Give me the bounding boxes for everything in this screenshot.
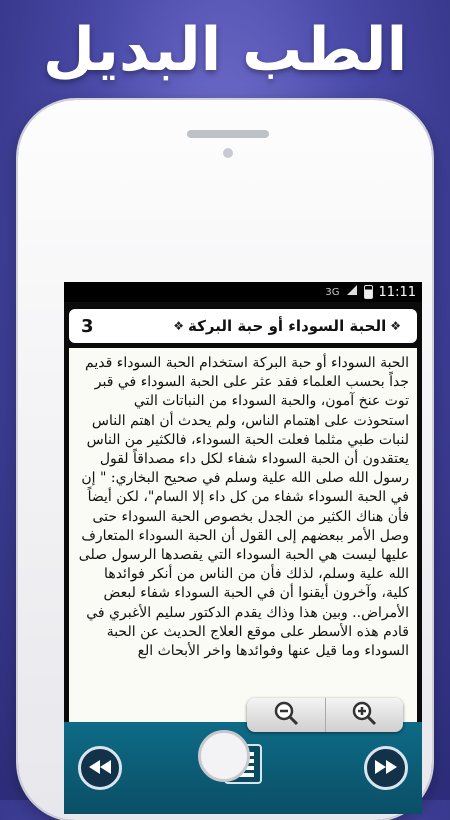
status-bar <box>64 282 422 302</box>
article-title-bar <box>69 309 417 343</box>
article-title: الحبة السوداء أو حبة البركة <box>188 317 387 335</box>
zoom-out-button[interactable] <box>247 698 325 732</box>
magnifier-plus-icon <box>351 700 377 730</box>
previous-button[interactable] <box>78 746 122 790</box>
article-title-group <box>169 317 405 335</box>
phone-frame <box>18 100 432 820</box>
fast-forward-icon <box>375 758 397 779</box>
next-button[interactable] <box>364 746 408 790</box>
signal-icon <box>346 284 358 300</box>
zoom-in-button[interactable] <box>325 698 404 732</box>
home-button[interactable] <box>198 730 250 782</box>
app-headline: الطب البديل <box>42 15 408 85</box>
rewind-icon <box>89 758 111 779</box>
battery-icon <box>364 285 373 299</box>
magnifier-minus-icon <box>273 700 299 730</box>
diamond-icon: ❖ <box>173 319 185 333</box>
article-content[interactable] <box>69 348 417 722</box>
zoom-controls <box>247 698 403 732</box>
diamond-icon: ❖ <box>390 319 401 333</box>
phone-camera <box>223 148 233 158</box>
status-time: 11:11 <box>378 284 416 300</box>
phone-screen <box>64 282 422 814</box>
network-indicator: 3G <box>325 286 340 298</box>
article-number: 3 <box>81 315 94 337</box>
article-body: الحبة السوداء أو حبة البركة استخدام الحبة السوداء قديم جداً بحسب العلماء فقد عثر على الحبة السوداء في قبر توت عنخ آمون، والحبة السوداء من النباتات التي استحوذت على اهتمام الناس، ولم يحدث أن اهتم الناس لنبات طبي مثلما فعلت الحبة السوداء، فالكثير من الناس يعتقدون أن الحبة السوداء شفاء لكل داء مصداقاً لقول رسول الله صلى الله علية وسلم في صحيح البخاري: " إن في الحبة السوداء شفاء من كل داء إلا السام"، لكن أيضاً فأن هناك الكثير من الجدل بخصوص الحبة السوداء حتى وصل الأمر ببعضهم إلى القول أن الحبة السوداء المتعارف عليها ليست هي الحبة السوداء التي يقصدها الرسول صلى الله علية وسلم، لذلك فأن من الناس من أنكر فوائدها كلية، وآخرون أيقنوا أن في الحبة السوداء شفاء لبعض الأمراض.. وبين هذا وذاك يقدم الدكتور سليم الأغبري في قادم هذه الأسطر على موقع العلاج الحديث عن الحبة السوداء وما قيل عنها وفوائدها واخر الأبحاث الع <box>78 355 409 660</box>
phone-speaker <box>187 130 269 138</box>
